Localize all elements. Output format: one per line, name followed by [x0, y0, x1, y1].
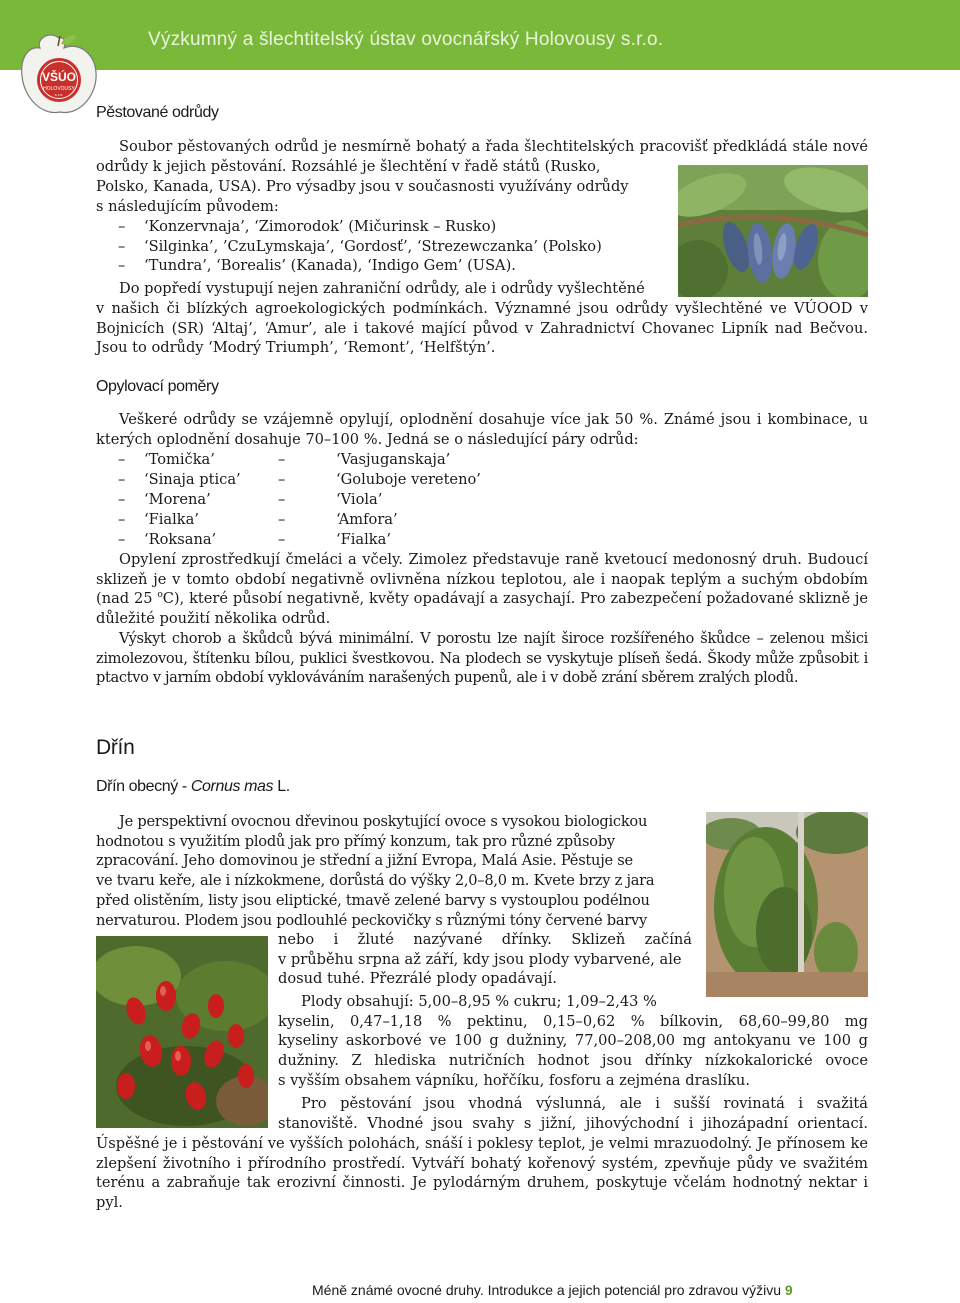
- section-heading-cornel: Dřín: [96, 736, 135, 759]
- paragraph-cultivars-intro-cont: [96, 177, 686, 216]
- text-line: ve tvaru keře, ale i nízkokmene, dorůstá do výšky 2,0–8,0 m. Kvete brzy z jara: [96, 872, 655, 890]
- paragraph-cornel-harvest: [278, 930, 692, 989]
- cornel-shrub-photo: [706, 812, 868, 997]
- paragraph-cornel-site-lines: [278, 1094, 868, 1133]
- list-item: – ‘Fialka’ – ‘Amfora’: [118, 510, 398, 528]
- paragraph-cultivars-domestic-l1: Do popředí vystupují nejen zahraniční odrůdy, ale i odrůdy vyšlechtěné: [119, 280, 645, 297]
- pollination-pairs-list: [118, 450, 481, 549]
- list-item: – ‘Morena’ – ‘Viola’: [118, 490, 383, 508]
- paragraph-cornel-nutrition: [278, 992, 868, 1091]
- list-item: – ‘Silginka’, ’CzuLymskaja’, ‘Gordosť’, ‘Strezewczanka’ (Polsko): [118, 237, 602, 255]
- list-item: – ‘Konzervnaja’, ‘Zimorodok’ (Mičurinsk – Rusko): [118, 218, 497, 235]
- paragraph-cornel-description: [96, 812, 692, 930]
- list-item: – ‘Roksana’ – ‘Fialka’: [118, 530, 391, 548]
- paragraph-pollination-climate: Opylení zprostředkují čmeláci a včely. Zimolez představuje raně kvetoucí medonosný druh. Budoucí sklizeň je v tomto období negativně ovlivněna nízkou teplotou, ale i naopak teplým a suchým obdobím (nad 25 $^o$C), které působí negativně, květy opadávají a zasychají. Pro zabezpečení požadované sklizně je důležité použití několika odrůd.: [96, 551, 869, 628]
- text-line: Pro pěstování jsou vhodná výslunná, ale i sušší rovinatá i svažitá: [301, 1095, 868, 1112]
- honeysuckle-berries-photo: [678, 165, 868, 297]
- list-item: – ‘Tundra’, ‘Borealis’ (Kanada), ‘Indigo Gem’ (USA).: [118, 257, 516, 275]
- paragraph-cornel-site: Úspěšné je i pěstování ve vyšších polohách, snáší i poklesy teplot, je velmi mrazuodolný. Je přínosem ke zlepšení životního i přírodního prostředí. Vytváří bohatý kořenový systém, zpevňuje půdy ve svažitém terénu a zabraňuje tak erozivní činnosti. Je pylodárným druhem, poskytuje včelám hodnotný nektar i pyl.: [96, 1135, 868, 1212]
- text-line: zpracování. Jeho domovinou je střední a jižní Evropa, Malá Asie. Pěstuje se: [96, 852, 633, 870]
- list-item: – ‘Sinaja ptica’ – ‘Goluboje vereteno’: [118, 470, 481, 488]
- text-line: před olistěním, listy jsou eliptické, tmavě zelené barvy s vystouplou podélnou: [96, 891, 650, 909]
- text-line: nebo i žluté nazývané dřínky. Sklizeň začíná: [278, 931, 692, 948]
- text-line: v průběhu srpna až září, kdy jsou plody vybarvené, ale: [278, 950, 682, 968]
- section-heading-cultivars: Pěstované odrůdy: [96, 104, 219, 121]
- paragraph-pests: Výskyt chorob a škůdců bývá minimální. V porostu lze najít široce rozšířeného škůdce – zelenou mšici zimolezovou, štítenku bílou, puklici švestkovou. Na plodech se vyskytuje plíseň šedá. Škody může způsobit i ptactvo v jarním období vyklováváním narašených pupenů, ale i v době zrání sběrem zralých plodů.: [96, 630, 868, 687]
- text-line: kyseliny askorbové ve 100 g dužniny, 77,00–208,00 mg antokyanu ve 100 g: [278, 1032, 868, 1050]
- cultivar-origin-list: [118, 217, 602, 276]
- section-subheading-cornus-mas: Dřín obecný - Cornus mas L.: [96, 778, 290, 795]
- header-title: Výzkumný a šlechtitelský ústav ovocnářský Holovousy s.r.o.: [148, 29, 664, 50]
- text-line: Soubor pěstovaných odrůd je nesmírně bohatý a řada šlechtitelských pracovišť předkládá stále nové odrůdy k jejich pěstování. Rozsáhlé je šlechtění v řadě států (Rusko,: [96, 138, 868, 175]
- footer-text: Méně známé ovocné druhy. Introdukce a jejich potenciál pro zdravou výživu: [312, 1282, 781, 1298]
- text-line: s vyšším obsahem vápníku, hořčíku, fosforu a zejména draslíku.: [278, 1071, 750, 1089]
- text-line: s následujícím původem:: [96, 197, 279, 215]
- logo-text: VŠÚO: [41, 70, 77, 84]
- page-footer: [312, 1282, 793, 1298]
- text-line: kyselin, 0,47–1,18 % pektinu, 0,15–0,62 % bílkovin, 68,60–99,80 mg: [278, 1012, 868, 1030]
- paragraph-cultivars-domestic: v našich či blízkých agroekologických podmínkách. Významné jsou odrůdy vyšlechtěné ve VÚOOD v Bojnicích (SR) ‘Altaj’, ‘Amur’, ale i takové mající původ v Zahradnictví Chovanec Lipník nad Bečvou. Jsou to odrůdy ‘Modrý Triumph’, ‘Remont’, ‘Helfštýn’.: [96, 300, 868, 357]
- text-line: hodnotou s využitím plodů jak pro přímý konzum, tak pro různé způsoby: [96, 832, 615, 850]
- cornel-fruit-photo: [96, 936, 268, 1128]
- text-line: Je perspektivní ovocnou dřevinou poskytující ovoce s vysokou biologickou: [119, 813, 648, 830]
- text-line: stanoviště. Vhodné jsou svahy s jižní, jihovýchodní i jihozápadní orientací.: [278, 1114, 868, 1132]
- text-line: nervaturou. Plodem jsou podlouhlé peckovičky s různými tóny červené barvy: [96, 911, 647, 929]
- text-line: Polsko, Kanada, USA). Pro výsadby jsou v současnosti využívány odrůdy: [96, 178, 629, 195]
- text-line: dosud tuhé. Přezrálé plody opadávají.: [278, 970, 557, 988]
- logo-small: s.r.o.: [54, 92, 64, 97]
- logo-subtext: HOLOVOUSY: [43, 86, 75, 92]
- page-number: 9: [784, 1282, 793, 1298]
- paragraph-pollination-intro: Veškeré odrůdy se vzájemně opylují, oplodnění dosahuje více jak 50 %. Známé jsou i kombinace, u kterých oplodnění dosahuje 70–100 %. Jedná se o následující páry odrůd:: [96, 411, 868, 448]
- text-line: dužniny. Z hlediska nutričních hodnot jsou dřínky nízkokalorické ovoce: [278, 1052, 868, 1070]
- vsuo-logo: [18, 32, 100, 118]
- section-heading-pollination: Opylovací poměry: [96, 378, 219, 395]
- text-line: Plody obsahují: 5,00–8,95 % cukru; 1,09–2,43 %: [301, 993, 657, 1010]
- list-item: – ‘Tomička’ – ‘Vasjuganskaja’: [118, 451, 451, 468]
